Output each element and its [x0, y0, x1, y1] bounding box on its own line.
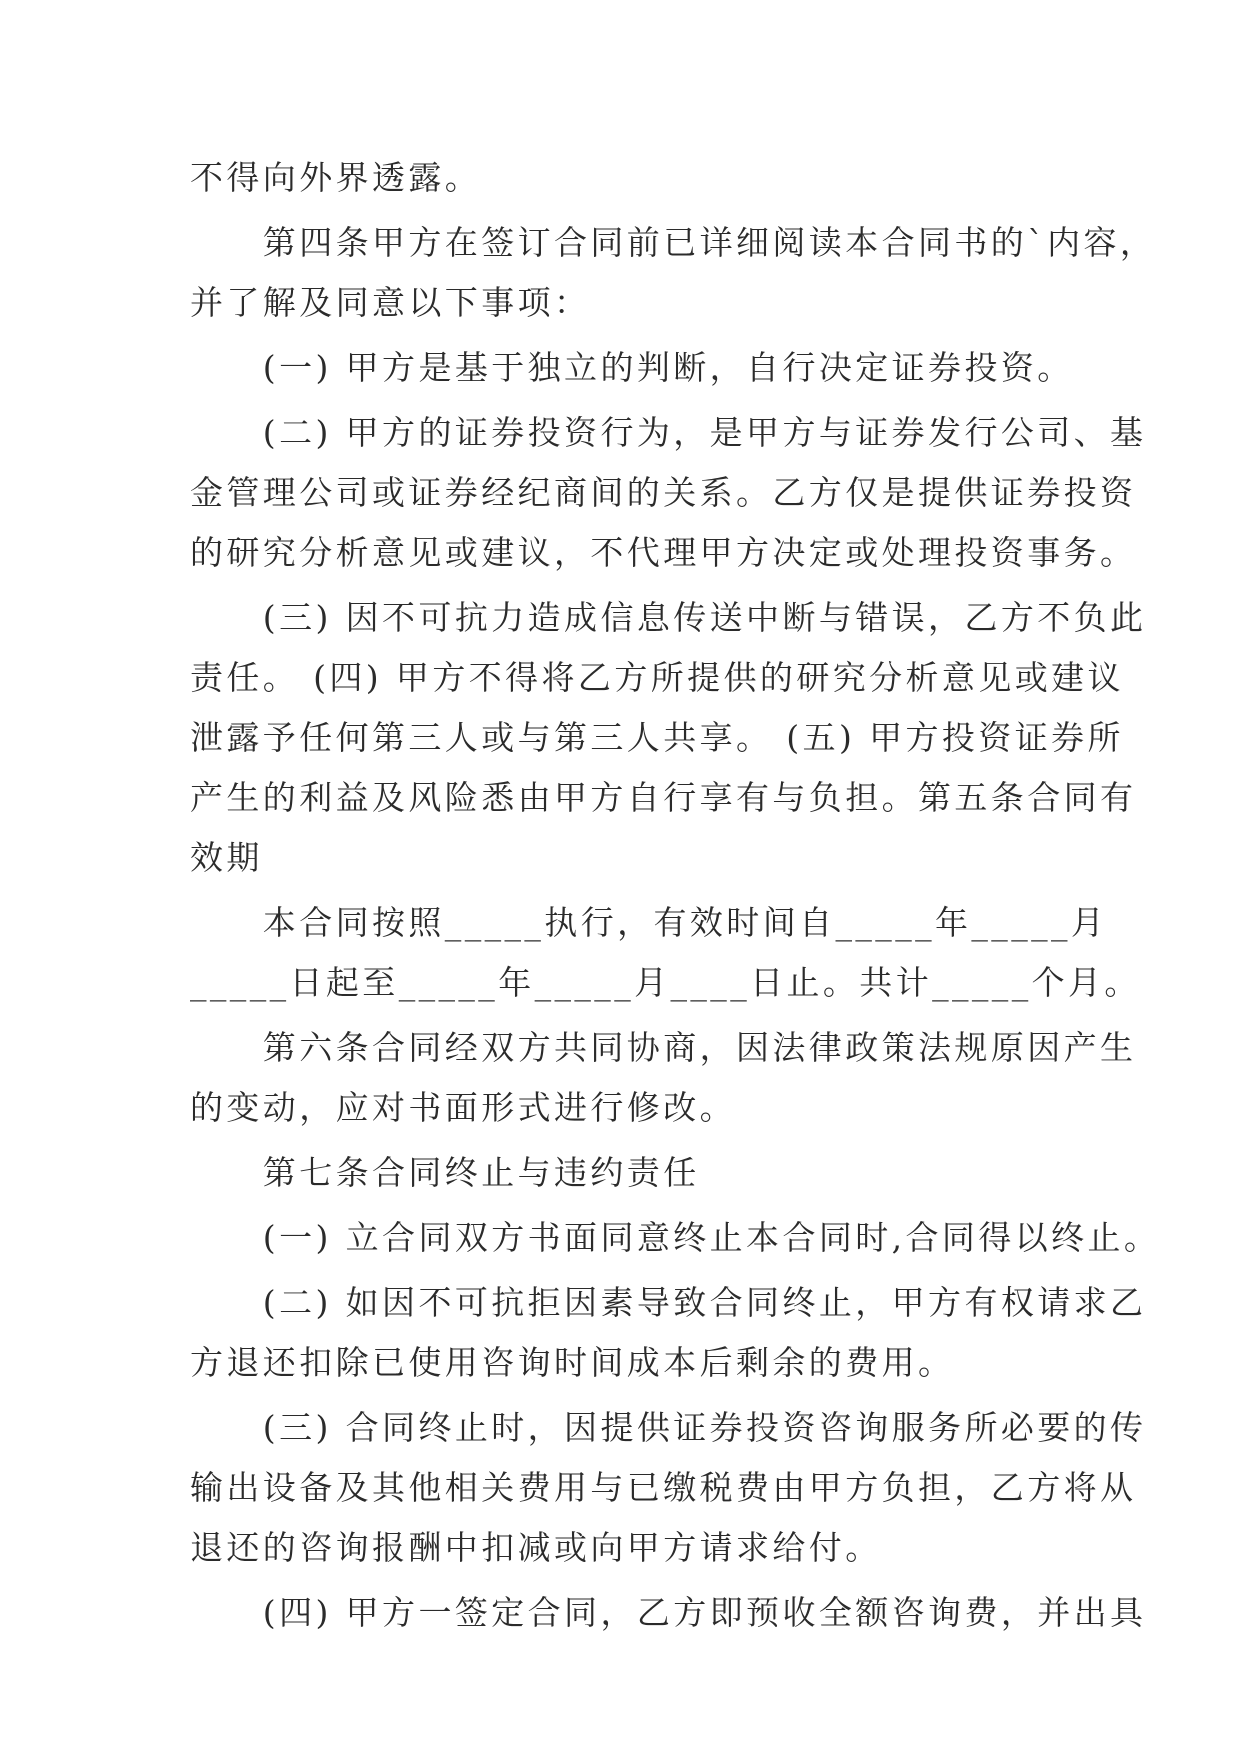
text-line: 金管理公司或证券经纪商间的关系。乙方仅是提供证券投资	[190, 473, 1137, 512]
text-line: (一) 立合同双方书面同意终止本合同时,合同得以终止。	[190, 1218, 1161, 1257]
text-line: (一) 甲方是基于独立的判断，自行决定证券投资。	[190, 348, 1074, 387]
text-line: 泄露予任何第三人或与第三人共享。 (五) 甲方投资证券所	[190, 718, 1124, 757]
text-line: 第四条甲方在签订合同前已详细阅读本合同书的`内容，	[190, 223, 1157, 262]
text-line: 输出设备及其他相关费用与已缴税费由甲方负担，乙方将从	[190, 1468, 1137, 1507]
document-body	[190, 148, 1161, 1643]
text-line: (二) 甲方的证券投资行为，是甲方与证券发行公司、基	[190, 413, 1147, 452]
text-line: 效期	[190, 838, 263, 877]
text-line: 方退还扣除已使用咨询时间成本后剩余的费用。	[190, 1343, 955, 1382]
text-line: 本合同按照_____执行，有效时间自_____年_____月	[190, 903, 1108, 942]
text-line: 不得向外界透露。	[190, 158, 482, 197]
text-line: 第六条合同经双方共同协商，因法律政策法规原因产生	[190, 1028, 1137, 1067]
text-line: 的研究分析意见或建议，不代理甲方决定或处理投资事务。	[190, 533, 1137, 572]
text-line: 退还的咨询报酬中扣减或向甲方请求给付。	[190, 1528, 882, 1567]
text-line: (三) 合同终止时，因提供证券投资咨询服务所必要的传	[190, 1408, 1147, 1447]
text-line: 产生的利益及风险悉由甲方自行享有与负担。第五条合同有	[190, 778, 1137, 817]
text-line: 的变动，应对书面形式进行修改。	[190, 1088, 736, 1127]
text-line: 并了解及同意以下事项：	[190, 283, 591, 322]
text-line: (四) 甲方一签定合同，乙方即预收全额咨询费，并出具	[190, 1593, 1147, 1632]
text-line: (三) 因不可抗力造成信息传送中断与错误，乙方不负此	[190, 598, 1147, 637]
text-line: 责任。 (四) 甲方不得将乙方所提供的研究分析意见或建议	[190, 658, 1124, 697]
text-line: _____日起至_____年_____月____日止。共计_____个月。	[190, 963, 1141, 1002]
text-line: 第七条合同终止与违约责任	[190, 1153, 700, 1192]
text-line: (二) 如因不可抗拒因素导致合同终止，甲方有权请求乙	[190, 1283, 1147, 1322]
